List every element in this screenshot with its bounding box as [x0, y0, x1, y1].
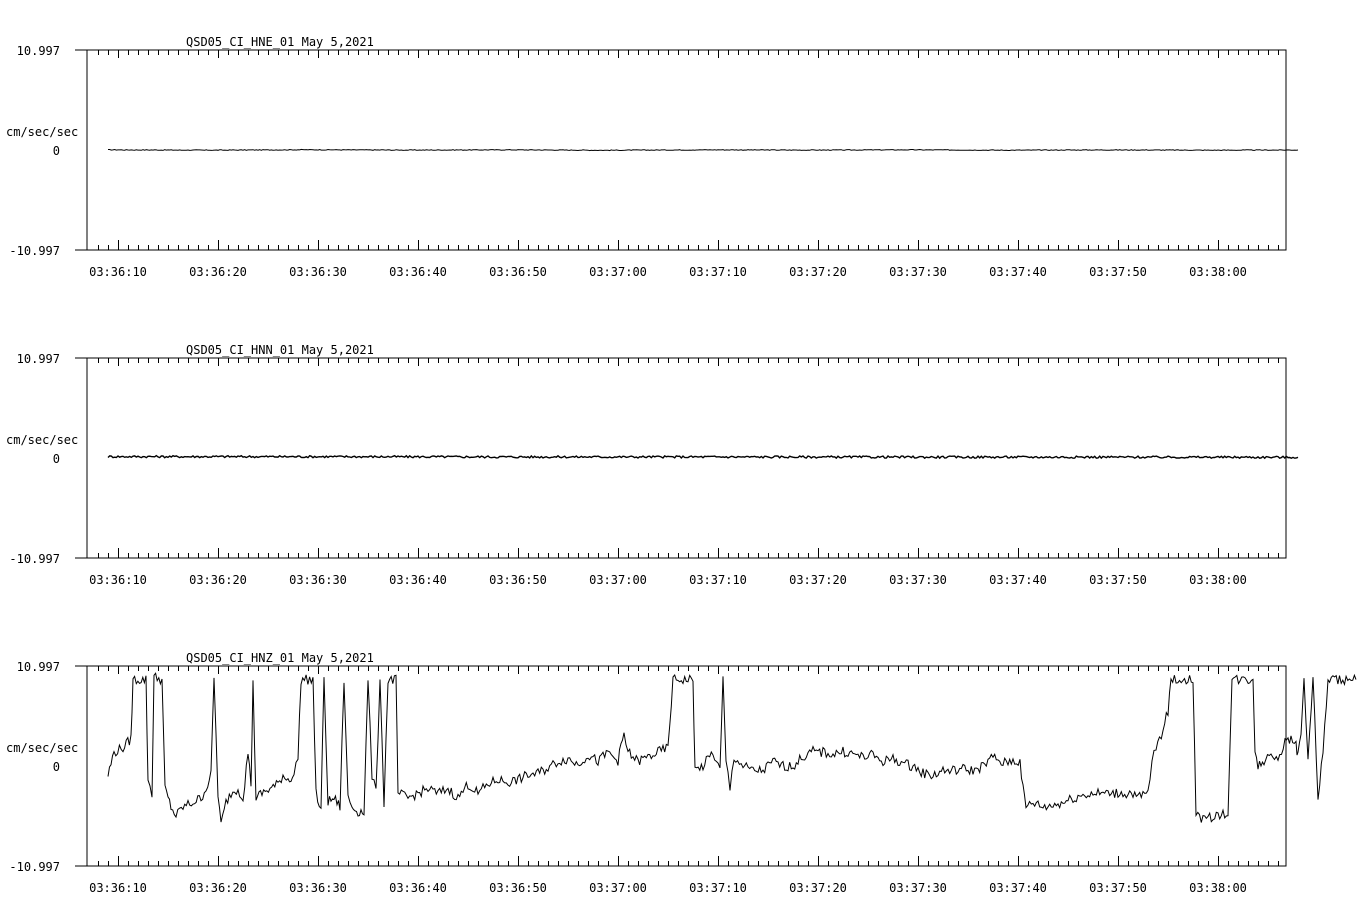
x-tick-label: 03:37:50 — [1089, 881, 1147, 895]
x-tick-label: 03:37:40 — [989, 881, 1047, 895]
y-tick-label-max: 10.997 — [16, 660, 60, 674]
panel-title: QSD05_CI_HNN_01 May 5,2021 — [186, 343, 374, 357]
panel-title: QSD05_CI_HNZ_01 May 5,2021 — [186, 651, 374, 665]
x-tick-label: 03:36:20 — [189, 265, 247, 279]
x-tick-label: 03:36:30 — [289, 881, 347, 895]
y-tick-label-min: -10.997 — [9, 244, 60, 258]
x-tick-label: 03:36:30 — [289, 265, 347, 279]
y-tick-label-zero: 0 — [52, 760, 60, 774]
x-tick-label: 03:36:20 — [189, 881, 247, 895]
x-tick-label: 03:38:00 — [1189, 265, 1247, 279]
x-tick-label: 03:36:20 — [189, 573, 247, 587]
x-tick-label: 03:38:00 — [1189, 881, 1247, 895]
x-tick-label: 03:37:00 — [589, 881, 647, 895]
x-tick-label: 03:37:40 — [989, 573, 1047, 587]
x-tick-label: 03:36:40 — [389, 881, 447, 895]
y-tick-label-min: -10.997 — [9, 860, 60, 874]
panel-hnn — [6, 343, 1298, 587]
waveform-trace — [108, 456, 1298, 459]
waveform-trace — [108, 673, 1356, 822]
panel-hne — [6, 35, 1298, 279]
plot-frame — [87, 666, 1286, 866]
x-tick-label: 03:37:10 — [689, 881, 747, 895]
x-tick-label: 03:37:30 — [889, 265, 947, 279]
x-tick-label: 03:37:00 — [589, 265, 647, 279]
y-axis-label: cm/sec/sec — [6, 433, 79, 447]
panel-hnz — [6, 651, 1356, 895]
x-tick-label: 03:36:40 — [389, 573, 447, 587]
x-tick-label: 03:36:40 — [389, 265, 447, 279]
x-tick-label: 03:36:10 — [89, 265, 147, 279]
panel-title: QSD05_CI_HNE_01 May 5,2021 — [186, 35, 374, 49]
x-tick-label: 03:36:10 — [89, 881, 147, 895]
waveform-trace — [108, 149, 1298, 150]
x-tick-label: 03:37:50 — [1089, 573, 1147, 587]
x-tick-label: 03:37:10 — [689, 265, 747, 279]
y-tick-label-max: 10.997 — [16, 352, 60, 366]
y-tick-label-max: 10.997 — [16, 44, 60, 58]
y-tick-label-min: -10.997 — [9, 552, 60, 566]
x-tick-label: 03:37:20 — [789, 881, 847, 895]
x-tick-label: 03:36:50 — [489, 573, 547, 587]
y-tick-label-zero: 0 — [52, 452, 60, 466]
x-tick-label: 03:36:30 — [289, 573, 347, 587]
x-tick-label: 03:37:30 — [889, 573, 947, 587]
x-tick-label: 03:37:50 — [1089, 265, 1147, 279]
x-tick-label: 03:38:00 — [1189, 573, 1247, 587]
y-axis-label: cm/sec/sec — [6, 741, 79, 755]
x-tick-label: 03:37:40 — [989, 265, 1047, 279]
x-tick-label: 03:37:20 — [789, 265, 847, 279]
x-tick-label: 03:37:30 — [889, 881, 947, 895]
x-tick-label: 03:36:50 — [489, 881, 547, 895]
x-tick-label: 03:36:10 — [89, 573, 147, 587]
x-tick-label: 03:37:00 — [589, 573, 647, 587]
x-tick-label: 03:37:20 — [789, 573, 847, 587]
x-tick-label: 03:37:10 — [689, 573, 747, 587]
y-axis-label: cm/sec/sec — [6, 125, 79, 139]
y-tick-label-zero: 0 — [52, 144, 60, 158]
x-tick-label: 03:36:50 — [489, 265, 547, 279]
